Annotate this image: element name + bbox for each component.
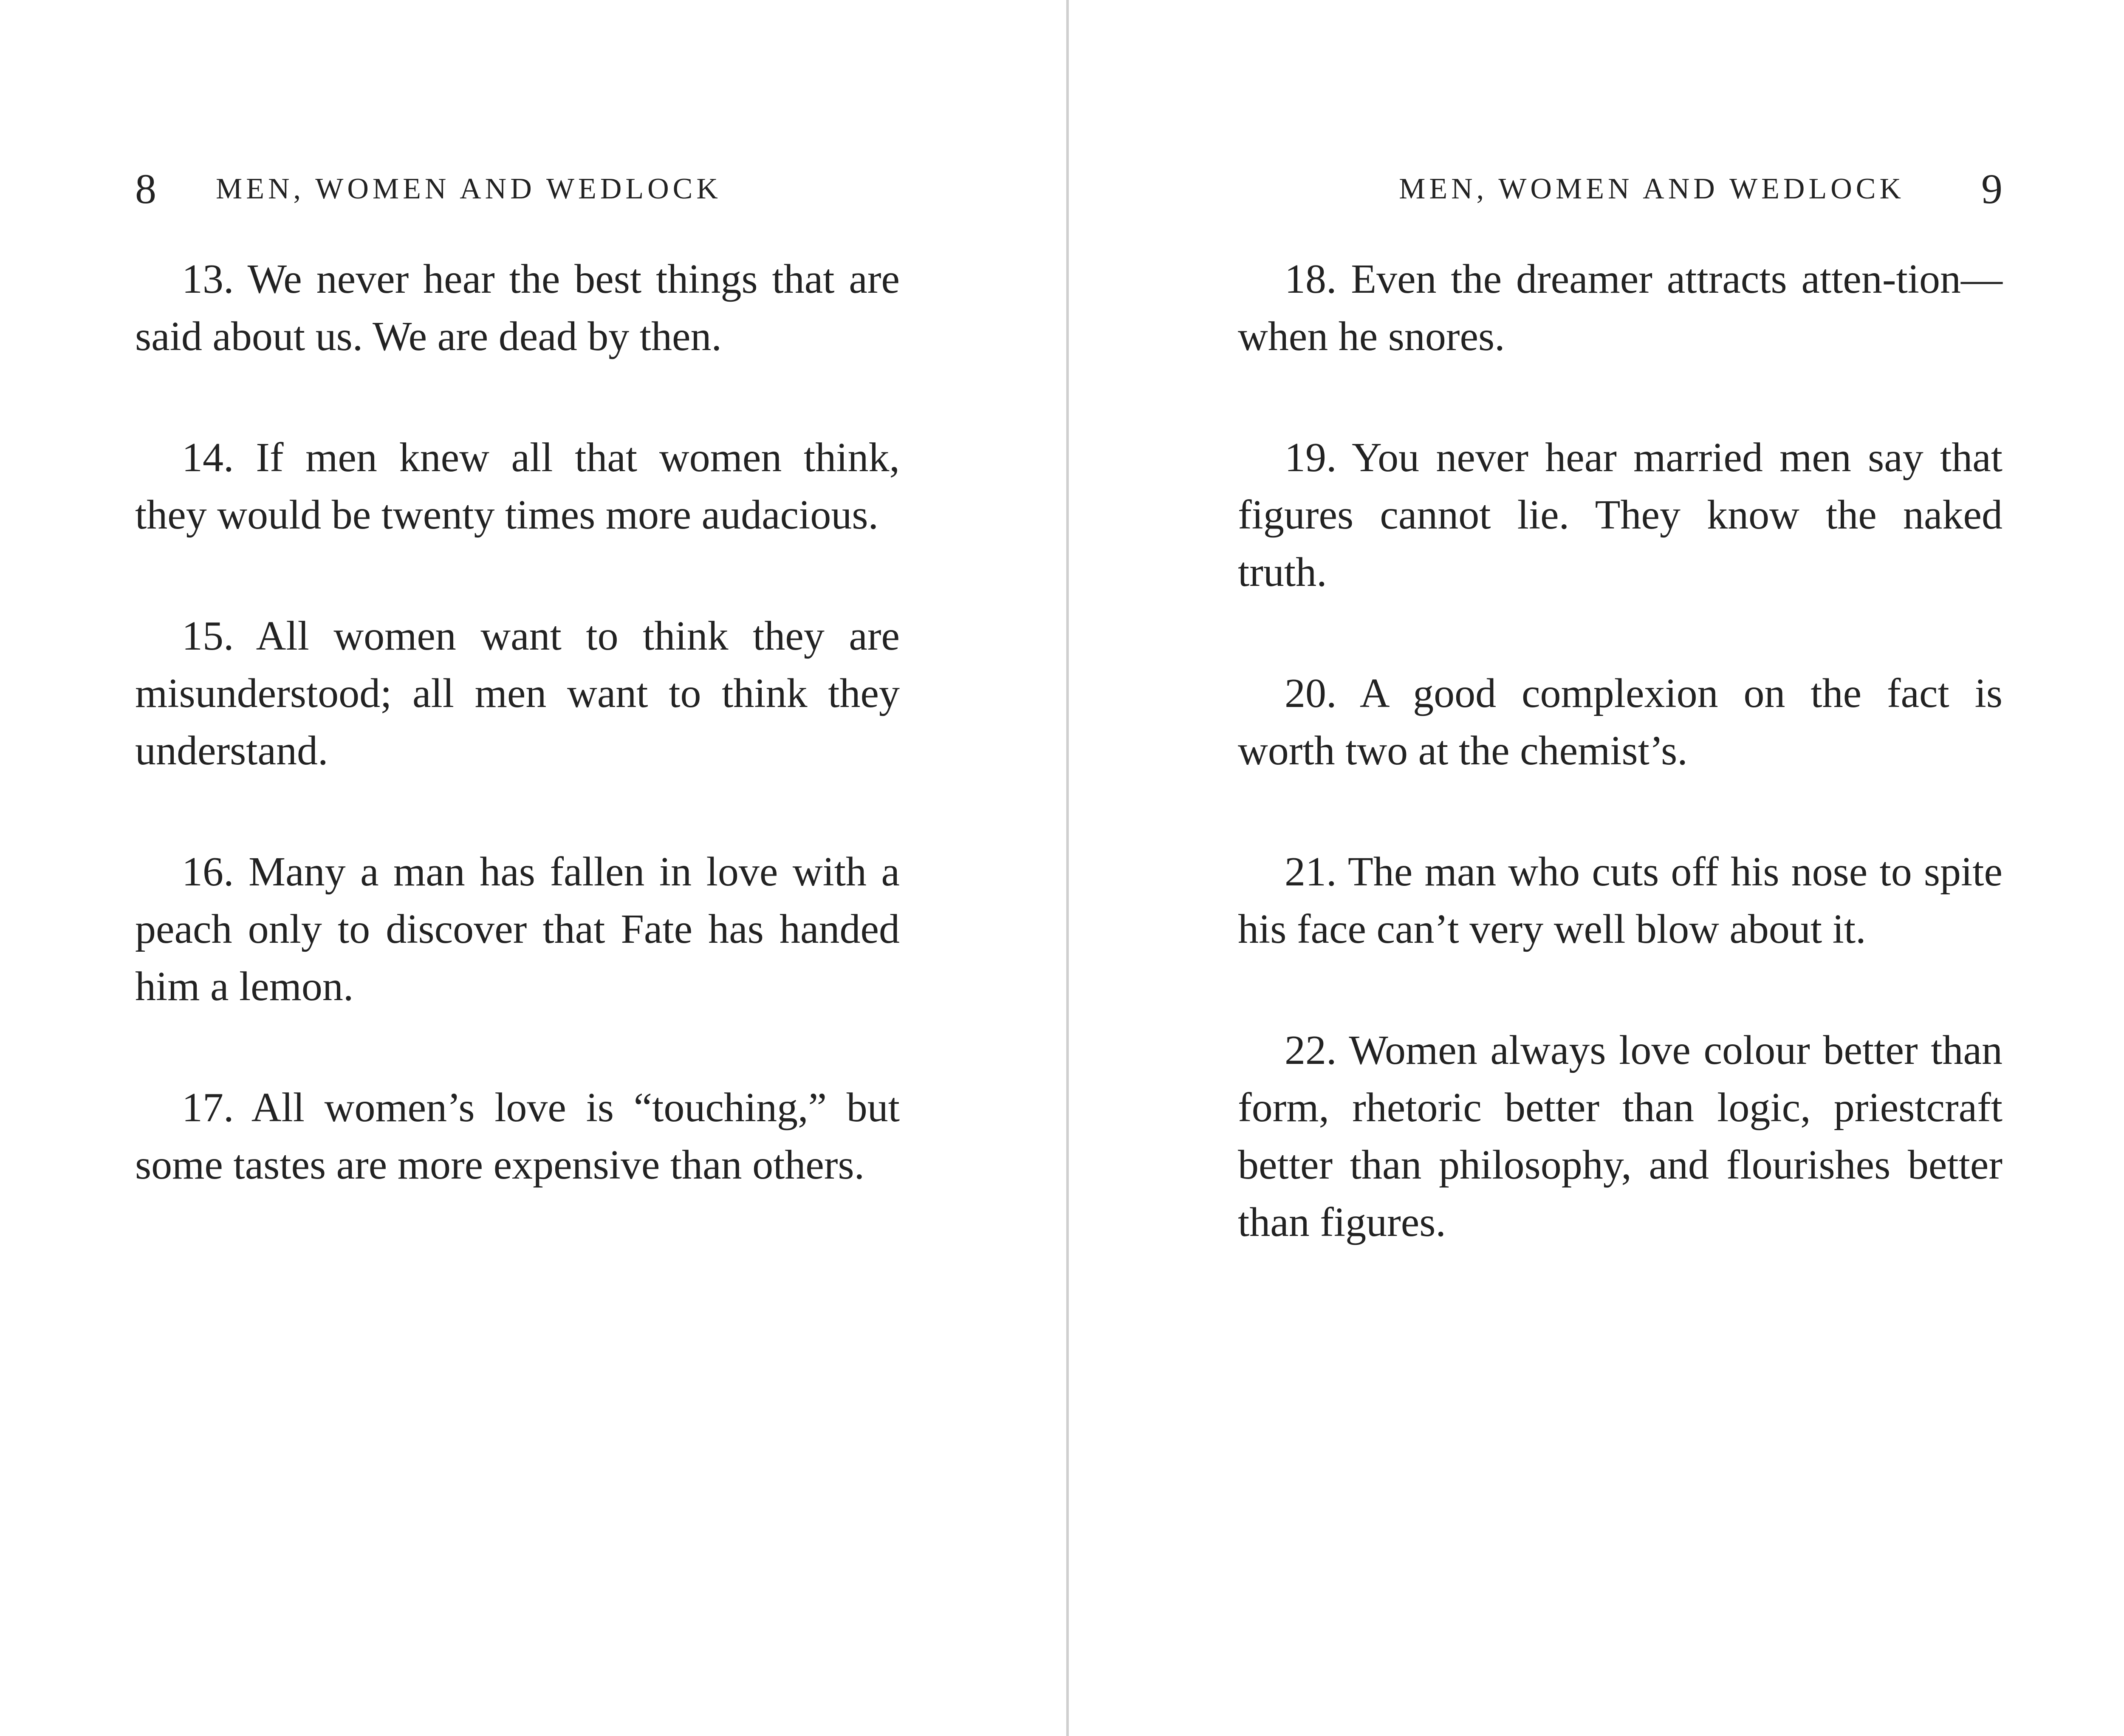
maxim-21: 21. The man who cuts off his nose to spite his face can’t very well blow about it.: [1238, 849, 2003, 952]
right-page: [1069, 0, 2124, 1736]
right-running-title: MEN, WOMEN AND WEDLOCK: [1399, 172, 1905, 205]
left-text-column: [135, 251, 900, 1258]
maxim-17: 17. All women’s love is “touching,” but some tastes are more expensive than others.: [135, 1085, 900, 1188]
left-page-number: 8: [135, 165, 156, 212]
maxim-13: 13. We never hear the best things that are said about us. We are dead by then.: [135, 256, 900, 359]
right-page-number: 9: [1981, 165, 2003, 212]
maxim-22: 22. Women always love colour better than form, rhetoric better than logic, priestcraft better than philosophy, and flourishes better than figures.: [1238, 1027, 2003, 1245]
right-running-head: [1238, 166, 2003, 212]
maxim-18: 18. Even the dreamer attracts atten-tion—when he snores.: [1238, 256, 2003, 359]
maxim-16: 16. Many a man has fallen in love with a peach only to discover that Fate has handed him a lemon.: [135, 849, 900, 1009]
maxim-20: 20. A good complexion on the fact is worth two at the chemist’s.: [1238, 670, 2003, 774]
right-text-column: [1238, 251, 2003, 1315]
left-running-title: MEN, WOMEN AND WEDLOCK: [216, 172, 722, 205]
maxim-15: 15. All women want to think they are misunderstood; all men want to think they understand.: [135, 613, 900, 774]
maxim-14: 14. If men knew all that women think, they would be twenty times more audacious.: [135, 435, 900, 538]
left-running-head: [135, 166, 900, 212]
maxim-19: 19. You never hear married men say that figures cannot lie. They know the naked truth.: [1238, 435, 2003, 595]
